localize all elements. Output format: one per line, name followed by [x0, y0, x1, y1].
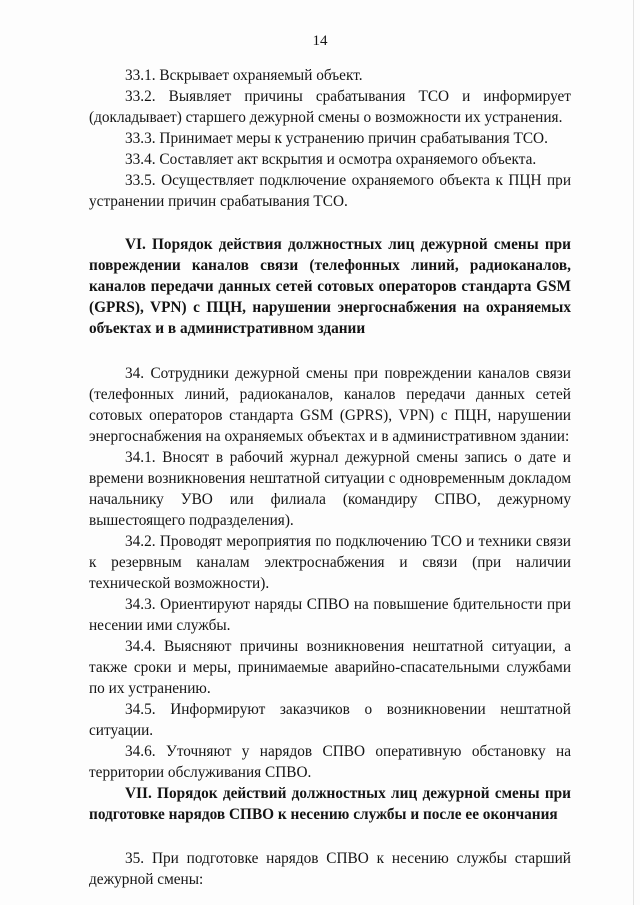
- paragraph-33-3: 33.3. Принимает меры к устранению причин срабатывания ТСО.: [125, 130, 548, 147]
- paragraph-33-5: 33.5. Осуществляет подключение охраняемого объекта к ПЦН при устранении причин срабатывания ТСО.: [89, 172, 571, 210]
- paragraph-35: 35. При подготовке нарядов СПВО к несению службы старший дежурной смены:: [89, 850, 571, 888]
- paragraph-34-4: 34.4. Выясняют причины возникновения нештатной ситуации, а также сроки и меры, принимаемые аварийно-спасательными службами по их устранению.: [89, 638, 571, 697]
- section-vii-heading: VII. Порядок действий должностных лиц дежурной смены при подготовке нарядов СПВО к несению службы и после ее окончания: [89, 785, 571, 823]
- paragraph-34: 34. Сотрудники дежурной смены при повреждении каналов связи (телефонных линий, радиоканалов, каналов передачи данных сетей сотовых операторов стандарта GSM (GPRS), VPN) с ПЦН, нарушении энергоснабжения на охраняемых объектах и в административном здании:: [89, 365, 571, 445]
- paragraph-34-5: 34.5. Информируют заказчиков о возникновении нештатной ситуации.: [89, 701, 571, 739]
- section-vi-heading: VI. Порядок действия должностных лиц дежурной смены при повреждении каналов связи (телефонных линий, радиоканалов, каналов передачи данных сетей сотовых операторов стандарта GSM (GPRS), VPN) с ПЦН, нарушении энергоснабжения на охраняемых объектах и в административном здании: [89, 236, 571, 337]
- paragraph-34-2: 34.2. Проводят мероприятия по подключению ТСО и техники связи к резервным каналам электроснабжения и связи (при наличии технической возможности).: [89, 533, 571, 592]
- paragraph-33-4: 33.4. Составляет акт вскрытия и осмотра охраняемого объекта.: [125, 151, 537, 168]
- paragraph-33-1: 33.1. Вскрывает охраняемый объект.: [125, 67, 363, 84]
- paragraph-34-3: 34.3. Ориентируют наряды СПВО на повышение бдительности при несении ими службы.: [89, 596, 571, 634]
- page-edge: [633, 0, 634, 905]
- paragraph-33-2: 33.2. Выявляет причины срабатывания ТСО и информирует (докладывает) старшего дежурной смены о возможности их устранения.: [89, 88, 571, 126]
- page-number: 14: [312, 33, 328, 49]
- paragraph-34-6: 34.6. Уточняют у нарядов СПВО оперативную обстановку на территории обслуживания СПВО.: [89, 743, 571, 781]
- paragraph-34-1: 34.1. Вносят в рабочий журнал дежурной смены запись о дате и времени возникновения нештатной ситуации с одновременным докладом начальнику УВО или филиала (командиру СПВО, дежурному вышестоящего подразделения).: [89, 449, 571, 529]
- document-body: [89, 65, 571, 890]
